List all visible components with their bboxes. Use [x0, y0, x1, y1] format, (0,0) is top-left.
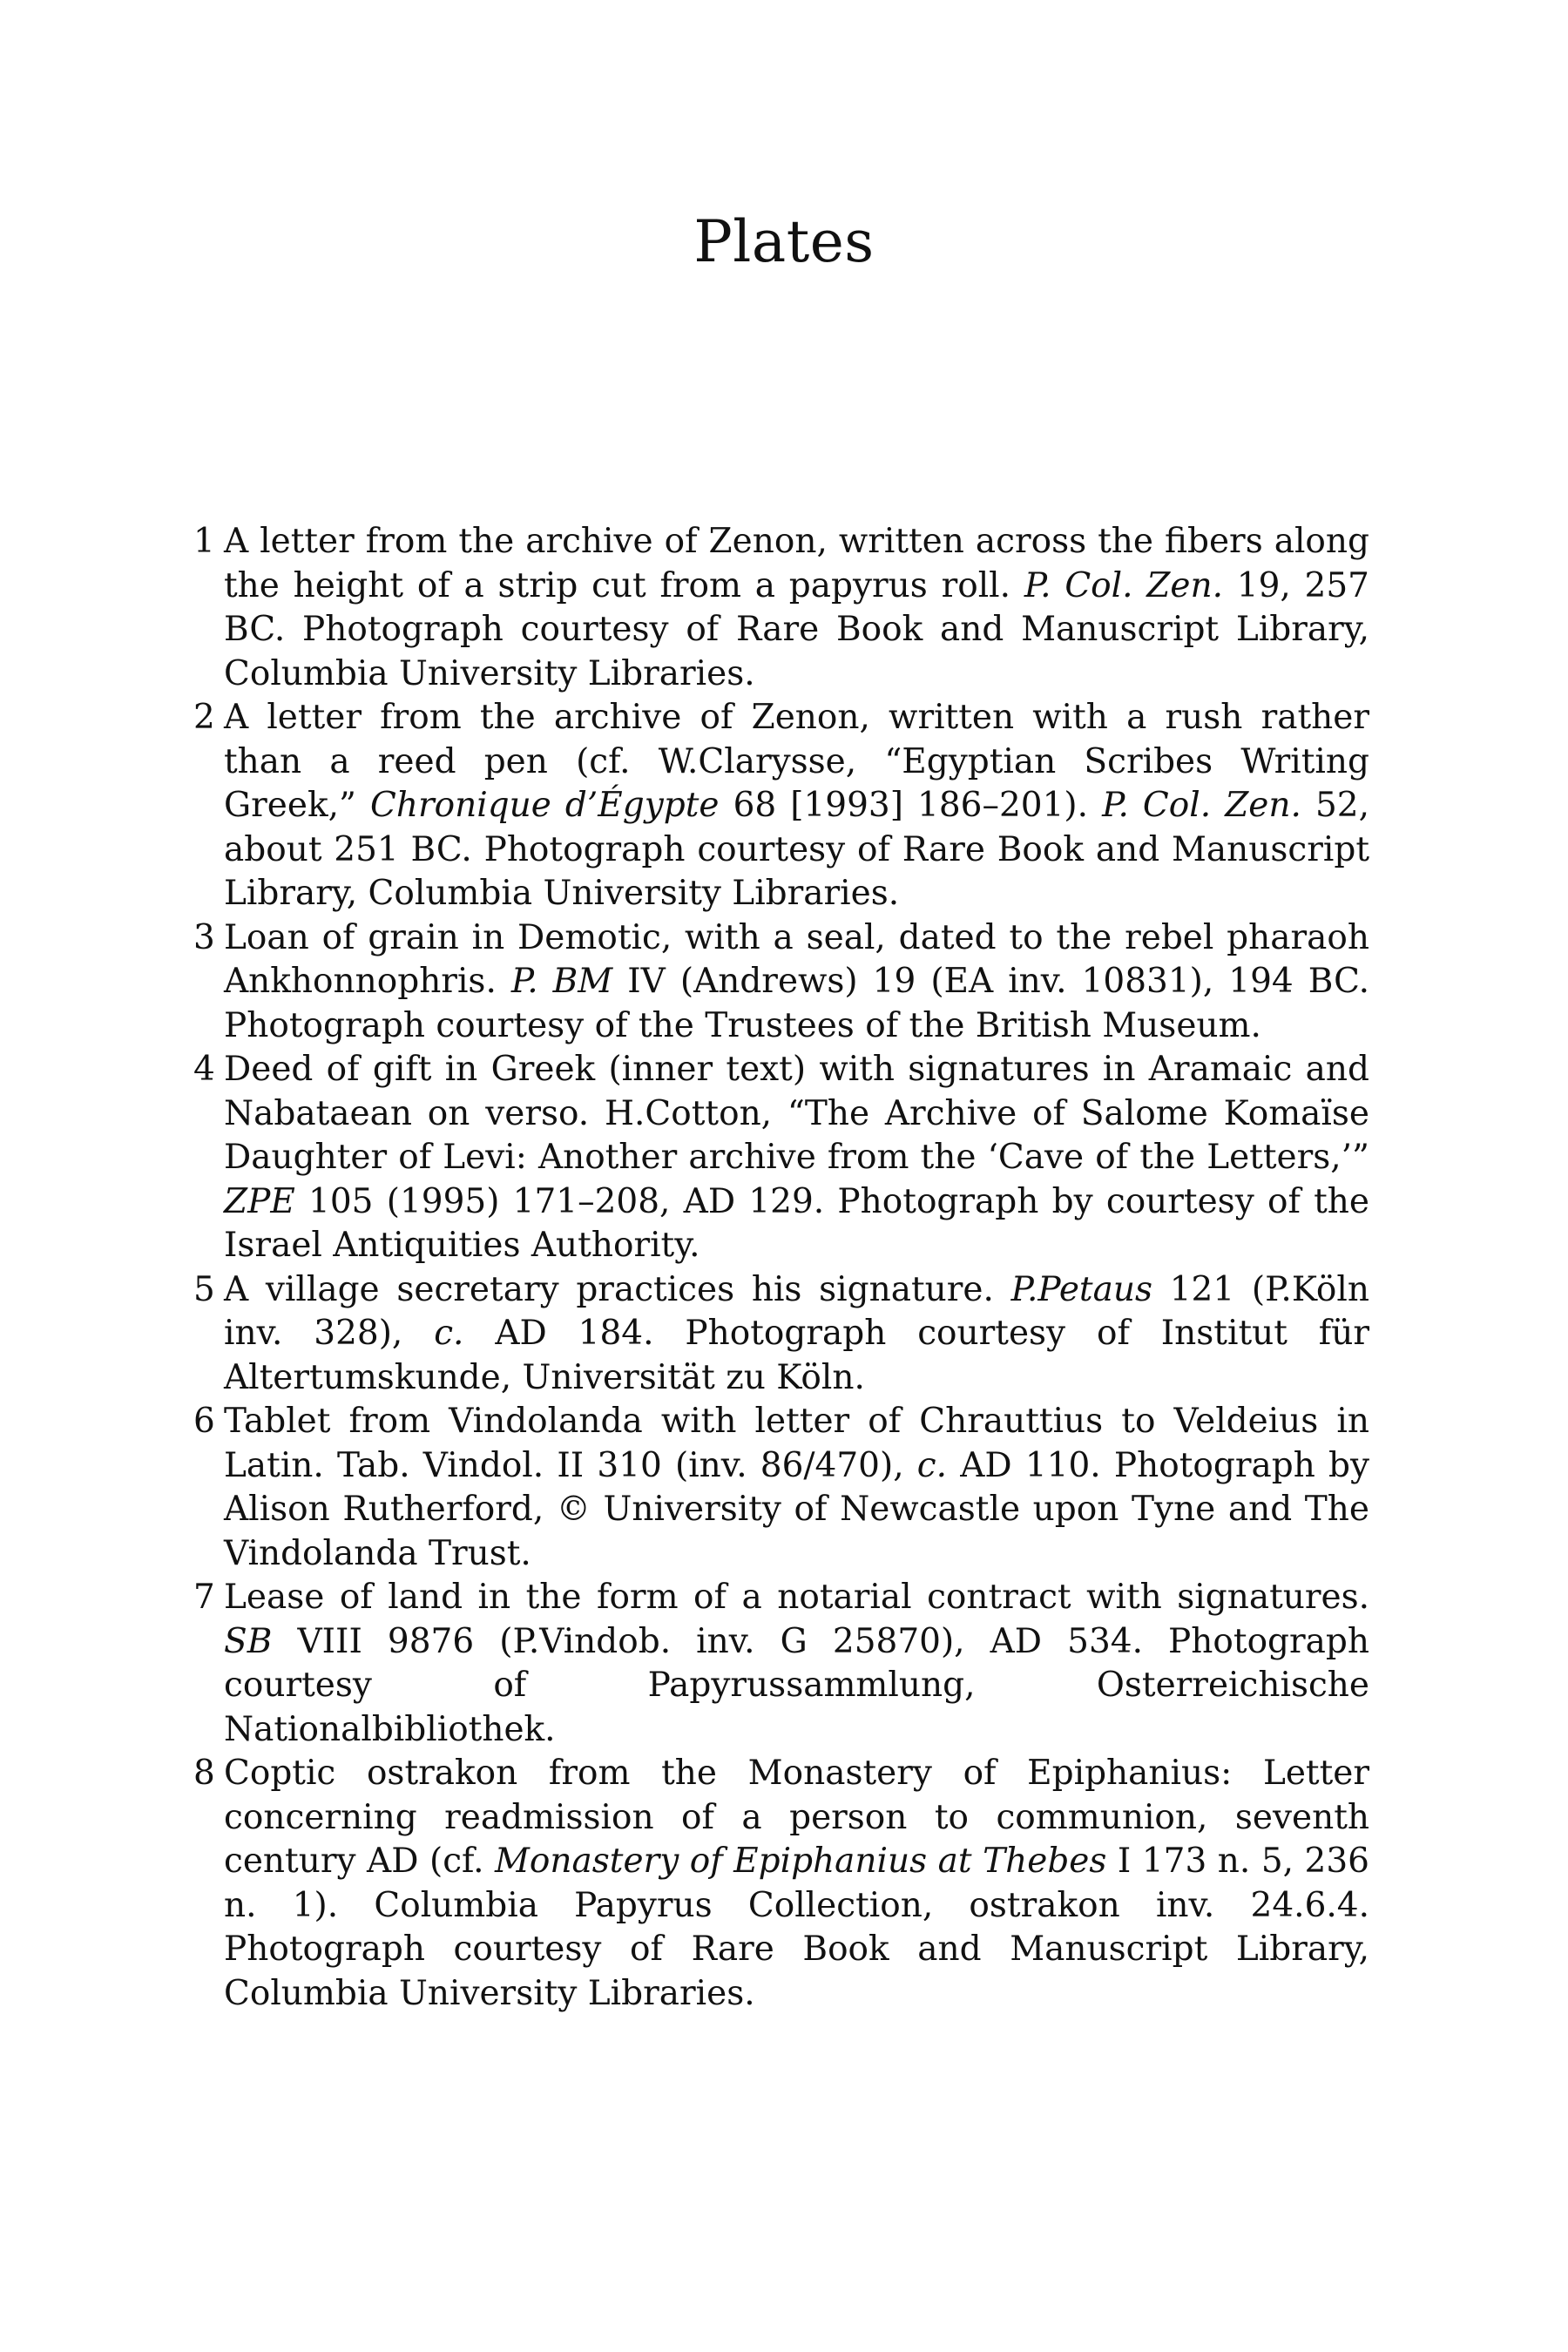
caption-text-segment: A letter from the archive of Zenon, written with a rush rather than a reed pen (cf. W.Clarysse, “Egyptian Scribes Writing Greek,” [224, 698, 1369, 825]
plate-entry [193, 1752, 1369, 2016]
plate-caption [224, 1270, 1369, 1397]
caption-text-segment: 52, about 251 BC. Photograph courtesy of Rare Book and Manuscript Library, Columbia University Libraries. [224, 786, 1369, 913]
caption-text-segment: 105 (1995) 171–208, AD 129. Photograph by courtesy of the Israel Antiquities Authority. [224, 1181, 1369, 1265]
plate-entry [193, 1048, 1369, 1268]
caption-text-segment: IV (Andrews) 19 (EA inv. 10831), 194 BC. Photograph courtesy of the Trustees of the British Museum. [224, 962, 1369, 1045]
caption-text-segment: Deed of gift in Greek (inner text) with signatures in Aramaic and Nabataean on verso. H.Cotton, “The Archive of Salome Komaïse Daughter of Levi: Another archive from the ‘Cave of the Letters,’” [224, 1050, 1369, 1177]
caption-italic-segment: P.Petaus [1010, 1269, 1152, 1309]
caption-italic-segment: P. Col. Zen. [1102, 786, 1301, 825]
caption-text-segment: 68 [1993] 186–201). [719, 786, 1103, 825]
caption-text-segment: A village secretary practices his signature. [224, 1269, 1011, 1309]
plate-entry [193, 520, 1369, 696]
caption-italic-segment: c. [916, 1445, 948, 1485]
caption-italic-segment: Chronique d’Égypte [370, 786, 720, 825]
plate-number: 8 [193, 1754, 215, 1793]
caption-text-segment: Tablet from Vindolanda with letter of Chrauttius to Veldeius in Latin. Tab. Vindol. II 310 (inv. 86/470), [224, 1402, 1369, 1485]
plate-number: 4 [193, 1050, 215, 1089]
plate-entry [193, 916, 1369, 1049]
caption-text-segment: 19, 257 BC. Photograph courtesy of Rare Book and Manuscript Library, Columbia University Libraries. [224, 565, 1369, 693]
caption-italic-segment: c. [434, 1314, 464, 1353]
caption-italic-segment: P. BM [510, 962, 613, 1001]
caption-text-segment: VIII 9876 (P.Vindob. inv. G 25870), AD 534. Photograph courtesy of Papyrussammlung, Osterreichische Nationalbibliothek. [224, 1621, 1369, 1749]
plate-number: 5 [193, 1269, 215, 1309]
caption-text-segment: Loan of grain in Demotic, with a seal, dated to the rebel pharaoh Ankhonnophris. [224, 917, 1369, 1001]
plate-caption [224, 918, 1369, 1045]
caption-text-segment: I 173 n. 5, 236 n. 1). Columbia Papyrus Collection, ostrakon inv. 24.6.4. Photograph courtesy of Rare Book and Manuscript Library, Columbia University Libraries. [224, 1842, 1369, 2013]
caption-italic-segment: Monastery of Epiphanius at Thebes [495, 1842, 1107, 1881]
plate-number: 1 [193, 522, 215, 561]
caption-text-segment: A letter from the archive of Zenon, written across the fibers along the height of a strip cut from a papyrus roll. [224, 522, 1369, 605]
plate-number: 7 [193, 1578, 215, 1617]
caption-text-segment: AD 110. Photograph by Alison Rutherford, © University of Newcastle upon Tyne and The Vindolanda Trust. [224, 1445, 1370, 1573]
caption-text-segment: 121 (P.Köln inv. 328), [224, 1269, 1369, 1353]
plate-number: 3 [193, 917, 215, 957]
caption-italic-segment: SB [224, 1621, 273, 1661]
caption-italic-segment: ZPE [224, 1181, 295, 1221]
plate-entry [193, 1576, 1369, 1752]
caption-text-segment: AD 184. Photograph courtesy of Institut für Altertumskunde, Universität zu Köln. [224, 1314, 1369, 1397]
plate-caption [224, 1050, 1369, 1265]
caption-italic-segment: P. Col. Zen. [1024, 565, 1223, 605]
caption-text-segment: Coptic ostrakon from the Monastery of Epiphanius: Letter concerning readmission of a person to communion, seventh century AD (cf. [224, 1754, 1369, 1881]
caption-text-segment: Lease of land in the form of a notarial contract with signatures. [224, 1578, 1369, 1617]
plate-caption [224, 1402, 1369, 1573]
plate-entry [193, 1268, 1369, 1401]
plate-number: 2 [193, 698, 215, 737]
plate-caption [224, 698, 1369, 913]
plate-caption [224, 522, 1369, 693]
plate-entry [193, 1400, 1369, 1576]
plate-number: 6 [193, 1402, 215, 1441]
page-title: Plates [693, 208, 875, 275]
plate-caption [224, 1754, 1369, 2013]
plate-entry [193, 696, 1369, 916]
plates-list [193, 520, 1369, 2016]
plate-caption [224, 1578, 1369, 1749]
